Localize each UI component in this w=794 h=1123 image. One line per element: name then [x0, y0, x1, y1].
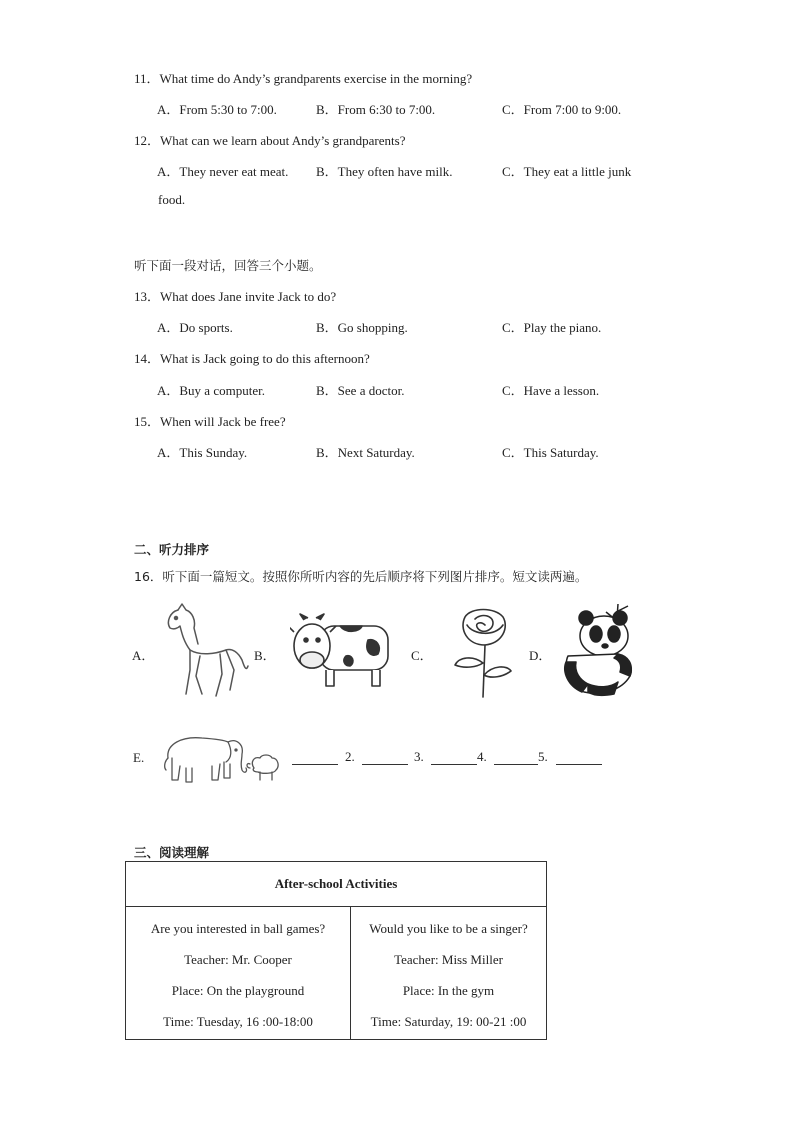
- q15-option-a: A．This Sunday.: [157, 445, 248, 460]
- q14-option-b: B．See a doctor.: [316, 383, 405, 398]
- answer-blank-1[interactable]: [292, 751, 338, 765]
- activity-teacher: Teacher: Mr. Cooper: [184, 952, 292, 967]
- table-title: After-school Activities: [126, 862, 547, 907]
- blank-number-2: 2.: [345, 749, 355, 764]
- q12-option-c: C．They eat a little junk: [502, 164, 632, 179]
- elephant-sheep-icon: [162, 728, 282, 788]
- rose-icon: [445, 605, 525, 700]
- q14-option-c: C．Have a lesson.: [502, 383, 600, 398]
- q13-option-a: A．Do sports.: [157, 320, 233, 335]
- activity-time: Time: Saturday, 19: 00-21 :00: [370, 1014, 527, 1029]
- activity-place: Place: On the playground: [171, 983, 305, 998]
- q12-option-b: B．They often have milk.: [316, 164, 453, 179]
- q13-option-b: B．Go shopping.: [316, 320, 408, 335]
- picture-label-c: C．: [411, 648, 433, 663]
- question-14: 14．What is Jack going to do this afternoon?: [134, 351, 370, 366]
- picture-label-b: B．: [254, 648, 276, 663]
- activity-question: Are you interested in ball games?: [150, 921, 326, 936]
- answer-blank-3[interactable]: [431, 751, 477, 765]
- question-15: 15．When will Jack be free?: [134, 414, 286, 429]
- q11-option-a: A．From 5:30 to 7:00.: [157, 102, 277, 117]
- activity-time: Time: Tuesday, 16 :00-18:00: [163, 1014, 313, 1029]
- question-13: 13．What does Jane invite Jack to do?: [134, 289, 337, 304]
- q15-option-c: C．This Saturday.: [502, 445, 599, 460]
- activity-singer: [351, 907, 547, 1040]
- blank-number-3: 3.: [414, 749, 424, 764]
- q11-option-b: B．From 6:30 to 7:00.: [316, 102, 436, 117]
- cow-icon: [290, 612, 395, 692]
- activity-ball-games: [126, 907, 351, 1040]
- activity-question: Would you like to be a singer?: [369, 921, 528, 936]
- activity-teacher: Teacher: Miss Miller: [394, 952, 503, 967]
- panda-icon: [558, 602, 640, 697]
- q14-option-a: A．Buy a computer.: [157, 383, 265, 398]
- dialog-instruction: 听下面一段对话，回答三个小题。: [134, 258, 322, 273]
- activities-table: [125, 861, 547, 1040]
- question-16: 16．听下面一篇短文。按照你所听内容的先后顺序将下列图片排序。短文读两遍。: [134, 569, 588, 584]
- picture-label-a: A．: [132, 648, 155, 663]
- answer-blank-2[interactable]: [362, 751, 408, 765]
- section-2-title: 二、听力排序: [134, 542, 210, 557]
- picture-label-d: D．: [529, 648, 552, 663]
- picture-label-e: E.: [133, 750, 145, 765]
- q11-option-c: C．From 7:00 to 9:00.: [502, 102, 622, 117]
- activity-place: Place: In the gym: [402, 983, 495, 998]
- blank-number-4: 4.: [477, 749, 487, 764]
- horse-icon: [160, 600, 250, 700]
- answer-blank-5[interactable]: [556, 751, 602, 765]
- q12-option-c-cont: food.: [158, 192, 186, 207]
- question-11: 11．What time do Andy’s grandparents exercise in the morning?: [134, 71, 473, 86]
- blank-number-5: 5.: [538, 749, 548, 764]
- q15-option-b: B．Next Saturday.: [316, 445, 415, 460]
- answer-blank-4[interactable]: [494, 751, 538, 765]
- question-12: 12．What can we learn about Andy’s grandparents?: [134, 133, 406, 148]
- section-3-title: 三、阅读理解: [134, 845, 210, 860]
- q12-option-a: A．They never eat meat.: [157, 164, 289, 179]
- q13-option-c: C．Play the piano.: [502, 320, 602, 335]
